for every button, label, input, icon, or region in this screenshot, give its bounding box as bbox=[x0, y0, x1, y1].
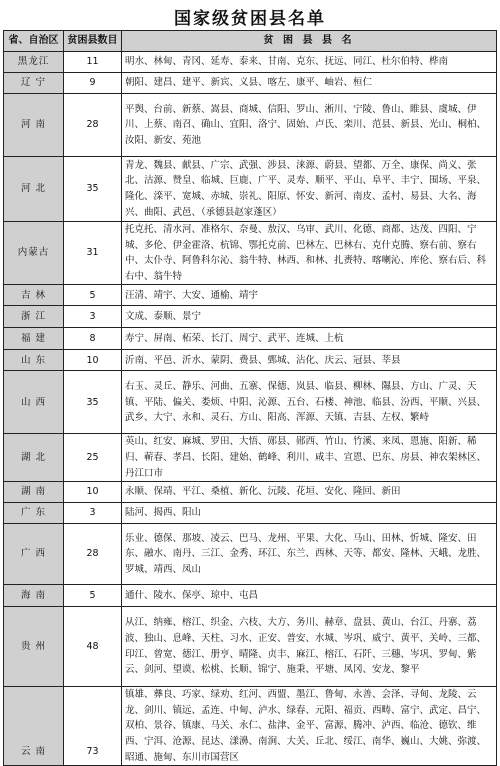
header-counties: 贫 困 县 县 名 bbox=[122, 31, 497, 52]
counties-cell: 青龙、魏县、献县、广宗、武强、涉县、涞源、蔚县、望都、万全、康保、尚义、张北、沽源、赞皇、临城、巨鹿、广平、灵寿、顺平、平山、阜平、丰宁、围场、平泉、隆化、滦平、宽城、赤城、崇礼、阳原、怀安、新河、南皮、孟村、易县、大名、海兴、曲阳、武邑、（承德县赵家蓬区） bbox=[122, 157, 497, 222]
header-count: 贫困县数目 bbox=[64, 31, 122, 52]
table-row bbox=[4, 328, 497, 350]
count-cell: 73 bbox=[64, 687, 122, 766]
count-cell: 5 bbox=[64, 285, 122, 306]
table-row bbox=[4, 94, 497, 157]
province-cell: 广 西 bbox=[4, 524, 64, 585]
counties-cell: 乐业、德保、那坡、凌云、巴马、龙州、平果、大化、马山、田林、忻城、隆安、田东、融水、南丹、三江、金秀、环江、东兰、西林、天等、都安、隆林、天峨、龙胜、罗城、靖西、凤山 bbox=[122, 524, 497, 585]
table-row bbox=[4, 687, 497, 766]
province-cell: 内蒙古 bbox=[4, 222, 64, 285]
count-cell: 3 bbox=[64, 306, 122, 328]
province-cell: 浙 江 bbox=[4, 306, 64, 328]
count-cell: 10 bbox=[64, 350, 122, 371]
province-cell: 山 东 bbox=[4, 350, 64, 371]
count-cell: 28 bbox=[64, 524, 122, 585]
province-cell: 贵 州 bbox=[4, 607, 64, 687]
count-cell: 11 bbox=[64, 52, 122, 73]
province-cell: 广 东 bbox=[4, 503, 64, 524]
table-row bbox=[4, 585, 497, 607]
count-cell: 10 bbox=[64, 482, 122, 503]
count-cell: 8 bbox=[64, 328, 122, 350]
table-row bbox=[4, 371, 497, 434]
count-cell: 25 bbox=[64, 434, 122, 482]
province-cell: 山 西 bbox=[4, 371, 64, 434]
counties-cell: 从江、纳雍、榕江、织金、六枝、大方、务川、赫章、盘县、黄山、台江、丹寨、荔波、独山、息峰、天柱、习水、正安、普安、水城、岑巩、威宁、黄平、关岭、三都、印江、曾宽、德江、册亨、晴隆、贞丰、麻江、榕江、石阡、三穗、岑巩、罗甸、紫云、剑河、望谟、松桃、长顺、锦宁、施秉、平塘、凤冈、安龙、黎平 bbox=[122, 607, 497, 687]
province-cell: 湖 南 bbox=[4, 482, 64, 503]
province-cell: 湖 北 bbox=[4, 434, 64, 482]
count-cell: 35 bbox=[64, 371, 122, 434]
table-row bbox=[4, 157, 497, 222]
table-row bbox=[4, 434, 497, 482]
counties-cell: 寿宁、屏南、柘荣、长汀、周宁、武平、连城、上杭 bbox=[122, 328, 497, 350]
counties-cell: 英山、红安、麻城、罗田、大悟、郧县、郧西、竹山、竹溪、来凤、恩施、阳新、稀归、蕲春、孝昌、长阳、建始、鹤峰、利川、咸丰、宣恩、巴东、房县、神农架林区、丹江口市 bbox=[122, 434, 497, 482]
count-cell: 3 bbox=[64, 503, 122, 524]
counties-cell: 镇雄、彝良、巧家、绿劝、红河、西盟、墨江、鲁甸、永善、会泽、寻甸、龙陵、云龙、剑川、镇远、孟连、中甸、泸水、绿春、元阳、福贡、西畴、富宁、武定、昌宁、双柏、景谷、镇康、马关、永仁、盐津、金平、富源、腾冲、泸西、临沧、德钦、维西、宁洱、沧源、昆达、漾濞、南涧、大关、丘北、绥江、南华、巍山、大姚、弥渡、昭通、施甸、东川市国营区 bbox=[122, 687, 497, 766]
table-row bbox=[4, 306, 497, 328]
page-title: 国家级贫困县名单 bbox=[174, 9, 326, 29]
counties-cell: 右玉、灵丘、静乐、河曲、五寨、保德、岚县、临县、柳林、隰县、方山、广灵、天镇、平陆、偏关、娄烦、中阳、沁源、五台、石楼、神池、临县、汾西、平顺、兴县、武乡、大宁、永和、灵石、方山、阳高、浑源、天镇、吉县、左权、繁峙 bbox=[122, 371, 497, 434]
counties-cell: 朝阳、建昌、建平、新宾、义县、喀左、康平、岫岩、桓仁 bbox=[122, 73, 497, 94]
count-cell: 5 bbox=[64, 585, 122, 607]
table-row bbox=[4, 350, 497, 371]
counties-cell: 沂南、平邑、沂水、蒙阴、费县、鄄城、沾化、庆云、冠县、莘县 bbox=[122, 350, 497, 371]
counties-cell: 文成、泰顺、景宁 bbox=[122, 306, 497, 328]
header-province: 省、自治区 bbox=[4, 31, 64, 52]
counties-cell: 平舆、台前、新蔡、嵩县、商城、信阳、罗山、淅川、宁陵、鲁山、睢县、虞城、伊川、上蔡、南召、确山、宜阳、洛宁、固始、卢氏、栾川、范县、新县、光山、桐柏、汝阳、新安、苑池 bbox=[122, 94, 497, 157]
count-cell: 9 bbox=[64, 73, 122, 94]
province-cell: 云 南 bbox=[4, 687, 64, 766]
province-cell: 河 南 bbox=[4, 94, 64, 157]
counties-cell: 汪清、靖宇、大安、通榆、靖宇 bbox=[122, 285, 497, 306]
count-cell: 31 bbox=[64, 222, 122, 285]
poverty-county-table bbox=[3, 30, 497, 766]
table-row bbox=[4, 52, 497, 73]
table-row bbox=[4, 73, 497, 94]
count-cell: 48 bbox=[64, 607, 122, 687]
table-row bbox=[4, 607, 497, 687]
table-row bbox=[4, 285, 497, 306]
count-cell: 35 bbox=[64, 157, 122, 222]
counties-cell: 通什、陵水、保亭、琼中、屯昌 bbox=[122, 585, 497, 607]
count-cell: 28 bbox=[64, 94, 122, 157]
province-cell: 辽 宁 bbox=[4, 73, 64, 94]
province-cell: 吉 林 bbox=[4, 285, 64, 306]
table-row bbox=[4, 524, 497, 585]
table-row bbox=[4, 482, 497, 503]
counties-cell: 托克托、清水河、准格尔、奈曼、敖汉、乌审、武川、化德、商都、达茂、四阳、宁城、多伦、伊金霍洛、杭锦、鄂托克前、巴林左、巴林右、克什克腾、察右前、察右中、太仆寺、阿鲁科尔沁、翁牛特、林西、和林、扎赉特、喀喇沁、库伦、察右后、科右中、翁牛特 bbox=[122, 222, 497, 285]
province-cell: 海 南 bbox=[4, 585, 64, 607]
table-row bbox=[4, 503, 497, 524]
province-cell: 福 建 bbox=[4, 328, 64, 350]
counties-cell: 陆河、揭西、阳山 bbox=[122, 503, 497, 524]
counties-cell: 明水、林甸、青冈、延寿、泰来、甘南、克东、抚远、同江、杜尔伯特、桦南 bbox=[122, 52, 497, 73]
province-cell: 河 北 bbox=[4, 157, 64, 222]
province-cell: 黑龙江 bbox=[4, 52, 64, 73]
counties-cell: 永顺、保靖、平江、桑植、新化、沅陵、花垣、安化、隆回、新田 bbox=[122, 482, 497, 503]
table-row bbox=[4, 222, 497, 285]
table-header-row bbox=[4, 31, 497, 52]
